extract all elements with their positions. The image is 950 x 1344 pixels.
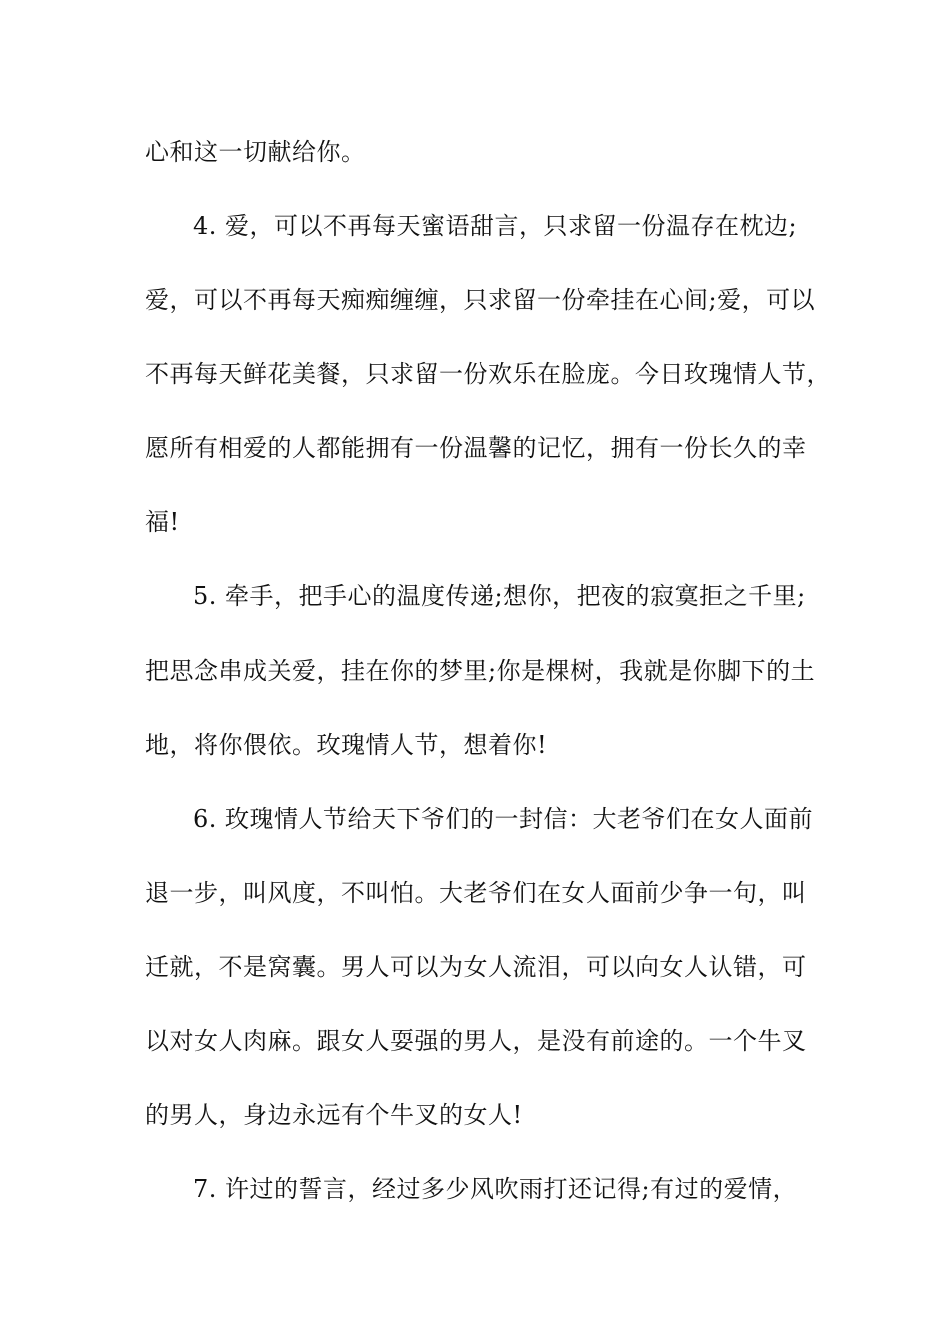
text-line-10: 6. 玫瑰情人节给天下爷们的一封信：大老爷们在女人面前 (193, 805, 814, 833)
text-line-2: 4. 爱，可以不再每天蜜语甜言，只求留一份温存在枕边; (193, 212, 798, 240)
text-line-15: 7. 许过的誓言，经过多少风吹雨打还记得;有过的爱情， (193, 1175, 798, 1203)
text-line-1: 心和这一切献给你。 (145, 138, 366, 166)
text-line-13: 以对女人肉麻。跟女人耍强的男人，是没有前途的。一个牛叉 (145, 1027, 807, 1055)
text-line-6: 福! (145, 508, 180, 536)
text-line-4: 不再每天鲜花美餐，只求留一份欢乐在脸庞。今日玫瑰情人节， (145, 360, 831, 388)
text-line-11: 退一步，叫风度，不叫怕。大老爷们在女人面前少争一句，叫 (145, 879, 807, 907)
text-line-5: 愿所有相爱的人都能拥有一份温馨的记忆，拥有一份长久的幸 (145, 434, 807, 462)
text-line-8: 把思念串成关爱，挂在你的梦里;你是棵树，我就是你脚下的土 (145, 657, 816, 685)
text-line-7: 5. 牵手，把手心的温度传递;想你，把夜的寂寞拒之千里; (193, 582, 806, 610)
text-line-12: 迁就，不是窝囊。男人可以为女人流泪，可以向女人认错，可 (145, 953, 807, 981)
text-line-9: 地，将你偎依。玫瑰情人节，想着你! (145, 731, 548, 759)
text-line-3: 爱，可以不再每天痴痴缠缠，只求留一份牵挂在心间;爱，可以 (145, 286, 816, 314)
text-line-14: 的男人，身边永远有个牛叉的女人! (145, 1101, 523, 1129)
